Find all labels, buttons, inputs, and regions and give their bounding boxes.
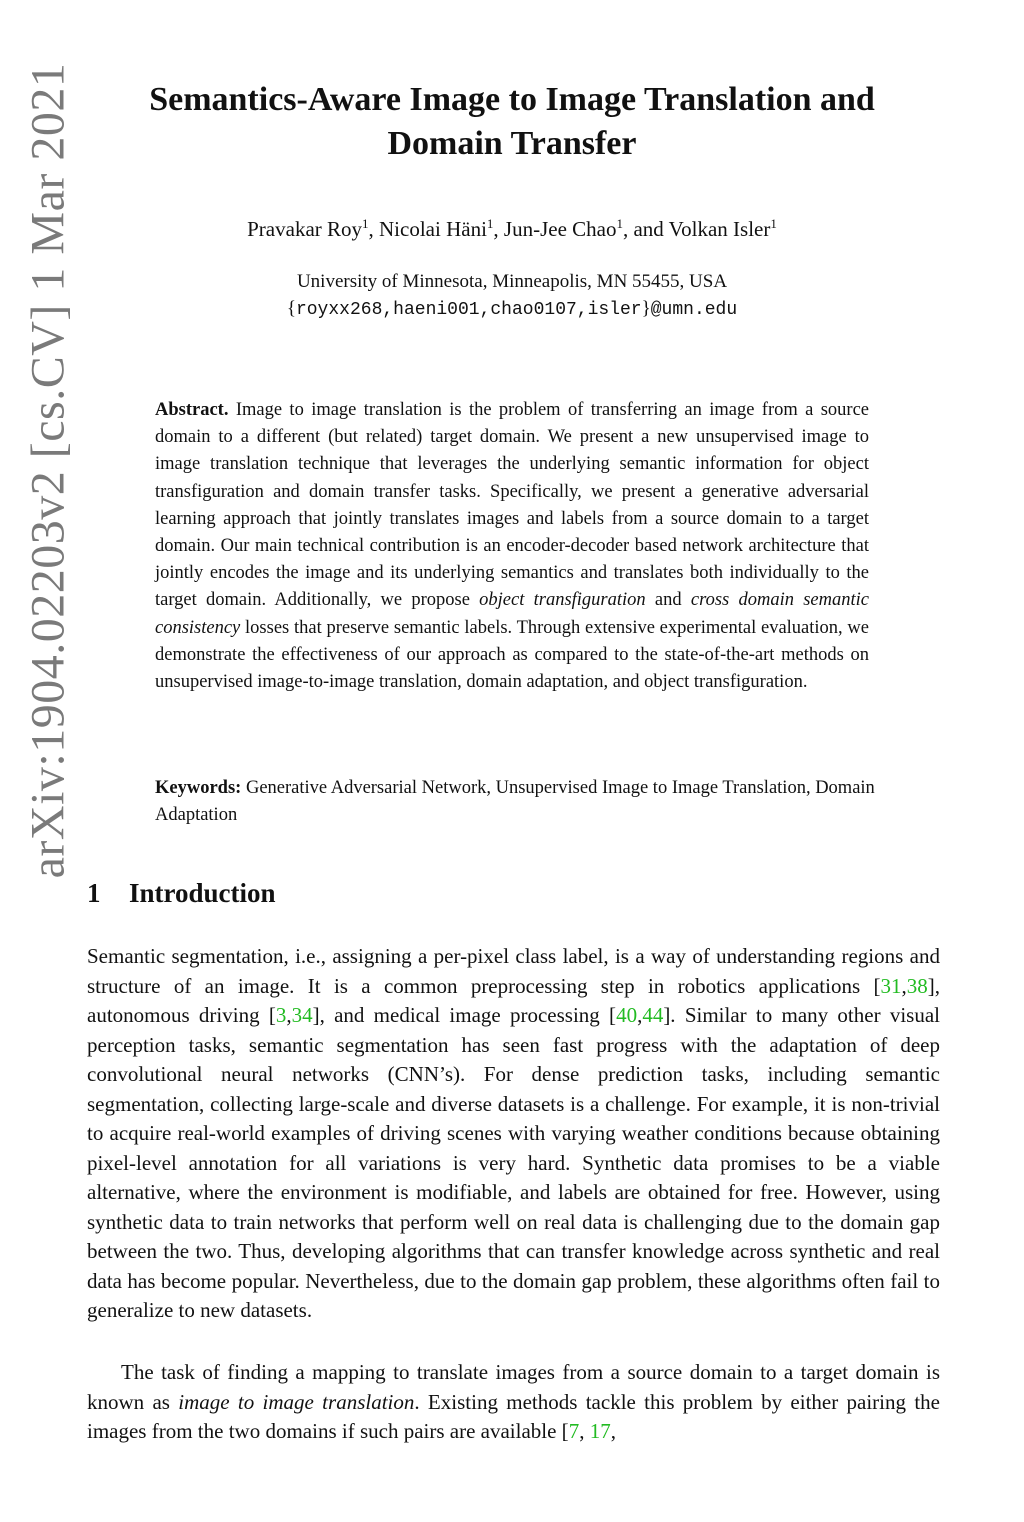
section-heading <box>87 878 276 909</box>
citation-link[interactable]: 34 <box>291 1003 313 1027</box>
citation-link[interactable]: 31 <box>880 973 902 998</box>
citation-link[interactable]: 17 <box>589 1419 611 1443</box>
email-list: {royxx268,haeni001,chao0107,isler}@umn.edu <box>286 298 738 320</box>
author-name: Jun-Jee Chao <box>503 217 617 241</box>
intro-paragraph-1: Semantic segmentation, i.e., assigning a per-pixel class label, is a way of understanding regions and structure of an image. It is a common preprocessing step in robotics applications [31,38], autonomous driving [3,34], and medical image processing [40,44]. Similar to many other visual perception tasks, semantic segmentation has seen fast progress with the adaptation of deep convolutional neural networks (CNN’s). For dense prediction tasks, including semantic segmentation, collecting large-scale and diverse datasets is a challenge. For example, it is non-trivial to acquire real-world examples of driving scenes with varying weather conditions because obtaining pixel-level annotation for all variations is very hard. Synthetic data promises to be a viable alternative, where the environment is modifiable, and labels are obtained for free. However, using synthetic data to train networks that perform well on real data is challenging due to the domain gap between the two. Thus, developing algorithms that can transfer knowledge across synthetic and real data has become popular. Nevertheless, due to the domain gap problem, these algorithms often fail to generalize to new datasets. <box>87 944 940 1322</box>
paper-title: Semantics-Aware Image to Image Translation and Domain Transfer <box>149 81 875 162</box>
citation-link[interactable]: 7 <box>568 1419 580 1443</box>
citation-link[interactable]: 40 <box>616 1003 638 1027</box>
author-name: Nicolai Häni <box>379 217 487 241</box>
keywords-label: Keywords: <box>155 778 242 798</box>
citation-link[interactable]: 38 <box>906 973 928 998</box>
affiliation: University of Minnesota, Minneapolis, MN 55455, USA <box>296 271 728 292</box>
author-name: Volkan Isler <box>668 217 771 241</box>
abstract-label: Abstract. <box>155 400 229 420</box>
citation-link[interactable]: 44 <box>642 1003 664 1027</box>
intro-paragraph-2: The task of finding a mapping to translate images from a source domain to a target domain is known as image to image translation. Existing methods tackle this problem by either pairing the images from the two domains if such pairs are available [7, 17, <box>87 1360 940 1443</box>
author-list: Pravakar Roy$^1$, Nicolai Häni$^1$, Jun-Jee Chao$^1$, and Volkan Isler$^1$ <box>247 216 777 241</box>
arxiv-sidebar-stamp <box>18 0 78 940</box>
section-title: Introduction <box>129 878 276 908</box>
citation-link[interactable]: 3 <box>275 1003 287 1027</box>
abstract: Abstract. Image to image translation is the problem of transferring an image from a source domain to a different (but related) target domain. We present a new unsupervised image to image translation technique that leverages the underlying semantic information for object transfiguration and domain transfer tasks. Specifically, we present a generative adversarial learning approach that jointly translates images and labels from a source domain to a target domain. Our main technical contribution is an encoder-decoder based network architecture that jointly encodes the image and its underlying semantics and translates both individually to the target domain. Additionally, we propose object transfiguration and cross domain semantic consistency losses that preserve semantic labels. Through extensive experimental evaluation, we demonstrate the effectiveness of our approach as compared to the state-of-the-art methods on unsupervised image-to-image translation, domain adaptation, and object transfiguration. <box>155 400 869 693</box>
section-number: 1 <box>87 878 101 908</box>
arxiv-id: arXiv:1904.02203v2 [cs.CV] 1 Mar 2021 <box>21 62 75 878</box>
keywords: Keywords: Generative Adversarial Network, Unsupervised Image to Image Translation, Domain Adaptation <box>155 778 875 825</box>
author-name: Pravakar Roy <box>247 217 363 241</box>
